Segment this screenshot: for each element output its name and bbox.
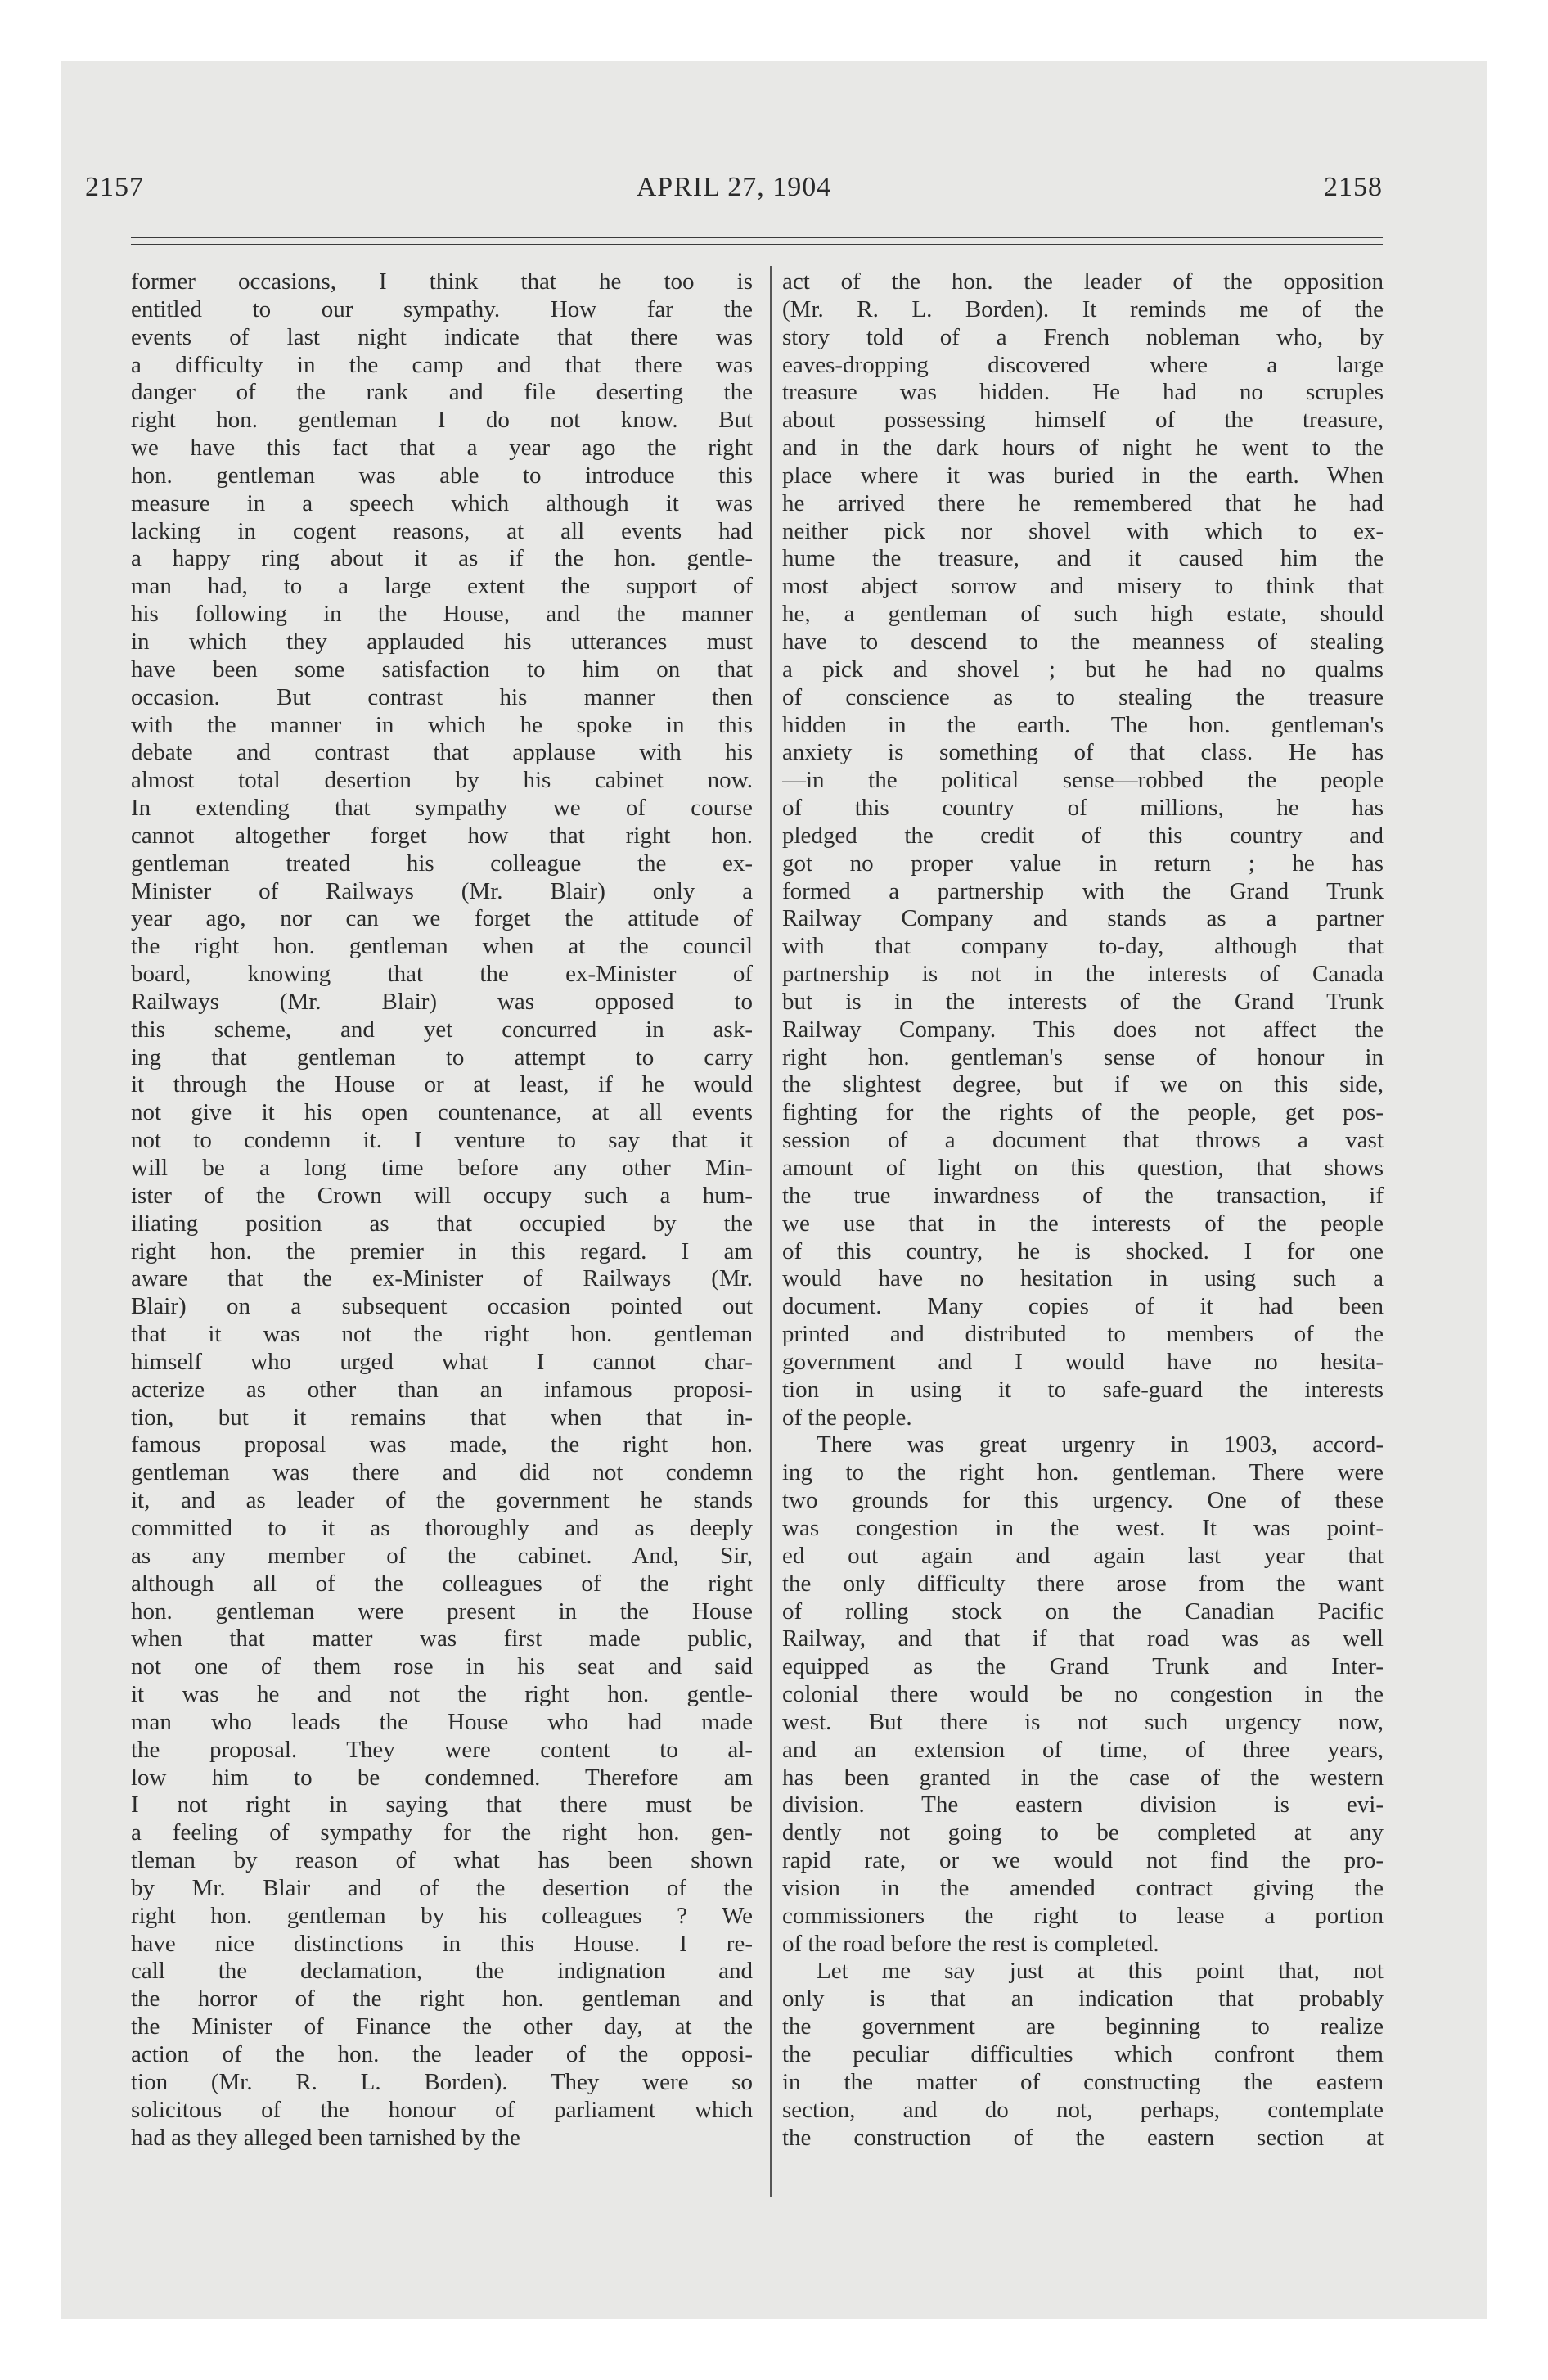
text-line: will be a long time before any other Min- [131,1155,753,1181]
text-line: not give it his open countenance, at all events [131,1099,753,1126]
text-line: of conscience as to stealing the treasure [782,683,1384,710]
text-line: that it was not the right hon. gentleman [131,1321,753,1348]
text-line: Minister of Railways (Mr. Blair) only a [131,877,753,904]
text-line: debate and contrast that applause with his [131,739,753,766]
text-line: session of a document that throws a vast [782,1127,1384,1154]
text-line: the Minister of Finance the other day, at the [131,2013,753,2040]
text-line: printed and distributed to members of the [782,1321,1384,1348]
text-line: solicitous of the honour of parliament which [131,2096,753,2123]
text-line: not to condemn it. I venture to say that it [131,1127,753,1154]
text-line: aware that the ex-Minister of Railways (Mr. [131,1265,753,1292]
text-line: has been granted in the case of the western [782,1764,1384,1791]
header-rule [131,237,1383,238]
text-line: amount of light on this question, that shows [782,1155,1384,1181]
text-line: hidden in the earth. The hon. gentleman's [782,711,1384,738]
text-line: story told of a French nobleman who, by [782,323,1384,350]
text-line: low him to be condemned. Therefore am [131,1764,753,1791]
text-line: right hon. gentleman by his colleagues ? We [131,1902,753,1929]
text-line: (Mr. R. L. Borden). It reminds me of the [782,295,1384,322]
text-line: tion, but it remains that when that in- [131,1404,753,1431]
text-line: of this country of millions, he has [782,795,1384,822]
text-line: tion in using it to safe-guard the interests [782,1376,1384,1403]
text-line: most abject sorrow and misery to think that [782,573,1384,600]
text-line: and in the dark hours of night he went to the [782,435,1384,462]
text-line: have been some satisfaction to him on that [131,656,753,683]
text-line: cannot altogether forget how that right hon. [131,822,753,849]
text-line: man had, to a large extent the support of [131,573,753,600]
text-line: the true inwardness of the transaction, if [782,1182,1384,1209]
text-line: the peculiar difficulties which confront them [782,2041,1384,2067]
text-line: right hon. gentleman I do not know. But [131,407,753,434]
text-line: anxiety is something of that class. He has [782,739,1384,766]
text-line: occasion. But contrast his manner then [131,683,753,710]
text-line: only is that an indication that probably [782,1986,1384,2013]
text-line: the slightest degree, but if we on this side, [782,1071,1384,1098]
text-line: his following in the House, and the manner [131,601,753,628]
left-column [131,268,753,2152]
text-line: dently not going to be completed at any [782,1819,1384,1846]
text-line: it was he and not the right hon. gentle- [131,1681,753,1708]
text-line: a feeling of sympathy for the right hon. gen- [131,1819,753,1846]
text-line: vision in the amended contract giving the [782,1874,1384,1901]
text-line: two grounds for this urgency. One of these [782,1487,1384,1514]
text-line: Railway Company and stands as a partner [782,905,1384,932]
text-line: with that company to-day, although that [782,933,1384,960]
text-line: it through the House or at least, if he would [131,1071,753,1098]
text-line: ed out again and again last year that [782,1542,1384,1569]
text-line: tleman by reason of what has been shown [131,1847,753,1874]
text-line: gentleman treated his colleague the ex- [131,850,753,877]
text-line: would have no hesitation in using such a [782,1265,1384,1292]
text-line: right hon. gentleman's sense of honour in [782,1044,1384,1071]
text-line: west. But there is not such urgency now, [782,1708,1384,1735]
text-line: the only difficulty there arose from the want [782,1570,1384,1597]
text-line: events of last night indicate that there was [131,323,753,350]
text-line: hon. gentleman was able to introduce this [131,462,753,489]
text-line: famous proposal was made, the right hon. [131,1431,753,1458]
text-line: not one of them rose in his seat and said [131,1653,753,1680]
text-line: place where it was buried in the earth. When [782,462,1384,489]
text-line: act of the hon. the leader of the opposition [782,268,1384,295]
text-line: the construction of the eastern section at [782,2124,1384,2151]
text-line: —in the political sense—robbed the people [782,767,1384,794]
text-line: it, and as leader of the government he stands [131,1487,753,1514]
text-line: eaves-dropping discovered where a large [782,351,1384,378]
text-line: in the matter of constructing the eastern [782,2068,1384,2095]
text-line: almost total desertion by his cabinet now. [131,767,753,794]
text-line: had as they alleged been tarnished by the [131,2124,520,2151]
text-line: with the manner in which he spoke in this [131,711,753,738]
text-line: got no proper value in return ; he has [782,850,1384,877]
text-line: ing that gentleman to attempt to carry [131,1044,753,1071]
text-line: ister of the Crown will occupy such a hum- [131,1182,753,1209]
text-line: danger of the rank and file deserting the [131,379,753,406]
text-line: I not right in saying that there must be [131,1792,753,1819]
text-line: this scheme, and yet concurred in ask- [131,1016,753,1043]
text-line: former occasions, I think that he too is [131,268,753,295]
text-line: was congestion in the west. It was point- [782,1514,1384,1541]
text-line: we have this fact that a year ago the right [131,435,753,462]
text-line: ing to the right hon. gentleman. There were [782,1459,1384,1486]
text-line: gentleman was there and did not condemn [131,1459,753,1486]
text-line: Blair) on a subsequent occasion pointed out [131,1293,753,1320]
text-line: we use that in the interests of the people [782,1210,1384,1237]
text-line: colonial there would be no congestion in the [782,1681,1384,1708]
text-line: man who leads the House who had made [131,1708,753,1735]
text-line: committed to it as thoroughly and as deeply [131,1514,753,1541]
text-line: the government are beginning to realize [782,2013,1384,2040]
right-page-number: 2158 [1324,172,1383,202]
text-line: he, a gentleman of such high estate, should [782,601,1384,628]
text-line: lacking in cogent reasons, at all events had [131,517,753,544]
text-line: commissioners the right to lease a portion [782,1902,1384,1929]
header-date: APRIL 27, 1904 [636,172,832,202]
text-line: right hon. the premier in this regard. I am [131,1237,753,1264]
text-line: a difficulty in the camp and that there was [131,351,753,378]
text-line: hon. gentleman were present in the House [131,1598,753,1625]
text-line: Railways (Mr. Blair) was opposed to [131,988,753,1015]
text-line: measure in a speech which although it was [131,489,753,516]
column-divider [770,266,772,2197]
text-line: a pick and shovel ; but he had no qualms [782,656,1384,683]
text-line: about possessing himself of the treasure, [782,407,1384,434]
text-line: division. The eastern division is evi- [782,1792,1384,1819]
text-line: acterize as other than an infamous proposi- [131,1376,753,1403]
text-line: in which they applauded his utterances must [131,628,753,655]
text-line: have to descend to the meanness of stealing [782,628,1384,655]
text-line: government and I would have no hesita- [782,1348,1384,1375]
text-line: have nice distinctions in this House. I re- [131,1930,753,1957]
text-line: iliating position as that occupied by the [131,1210,753,1237]
text-line: entitled to our sympathy. How far the [131,295,753,322]
text-line: section, and do not, perhaps, contemplate [782,2096,1384,2123]
text-line: equipped as the Grand Trunk and Inter- [782,1653,1384,1680]
text-line: rapid rate, or we would not find the pro- [782,1847,1384,1874]
text-line: the proposal. They were content to al- [131,1736,753,1763]
text-line: as any member of the cabinet. And, Sir, [131,1542,753,1569]
text-line: action of the hon. the leader of the opposi- [131,2041,753,2067]
text-line: neither pick nor shovel with which to ex- [782,517,1384,544]
text-line: call the declamation, the indignation and [131,1958,753,1985]
text-line: a happy ring about it as if the hon. gentle- [131,545,753,572]
left-page-number: 2157 [85,172,144,202]
text-line: formed a partnership with the Grand Trunk [782,877,1384,904]
text-line: board, knowing that the ex-Minister of [131,961,753,988]
text-line: partnership is not in the interests of Canada [782,961,1384,988]
text-line: but is in the interests of the Grand Trunk [782,988,1384,1015]
text-line: of the people. [782,1404,912,1431]
text-line: year ago, nor can we forget the attitude of [131,905,753,932]
text-line: although all of the colleagues of the right [131,1570,753,1597]
text-line: himself who urged what I cannot char- [131,1348,753,1375]
text-line: document. Many copies of it had been [782,1293,1384,1320]
text-line: treasure was hidden. He had no scruples [782,379,1384,406]
text-line: the horror of the right hon. gentleman and [131,1986,753,2013]
text-line: and an extension of time, of three years, [782,1736,1384,1763]
text-line: Railway, and that if that road was as well [782,1625,1384,1652]
text-line: when that matter was first made public, [131,1625,753,1652]
text-line: In extending that sympathy we of course [131,795,753,822]
text-line: hume the treasure, and it caused him the [782,545,1384,572]
text-line: There was great urgenry in 1903, accord- [817,1431,1384,1458]
text-line: the right hon. gentleman when at the council [131,933,753,960]
text-line: pledged the credit of this country and [782,822,1384,849]
text-line: he arrived there he remembered that he had [782,489,1384,516]
text-line: fighting for the rights of the people, get pos- [782,1099,1384,1126]
text-line: Let me say just at this point that, not [817,1958,1384,1985]
text-line: of this country, he is shocked. I for one [782,1237,1384,1264]
right-column [782,268,1384,2152]
text-line: of rolling stock on the Canadian Pacific [782,1598,1384,1625]
text-line: tion (Mr. R. L. Borden). They were so [131,2068,753,2095]
text-line: of the road before the rest is completed. [782,1930,1159,1957]
text-line: Railway Company. This does not affect the [782,1016,1384,1043]
text-line: by Mr. Blair and of the desertion of the [131,1874,753,1901]
page-header [85,172,1383,214]
header-rule-thin [131,244,1383,245]
